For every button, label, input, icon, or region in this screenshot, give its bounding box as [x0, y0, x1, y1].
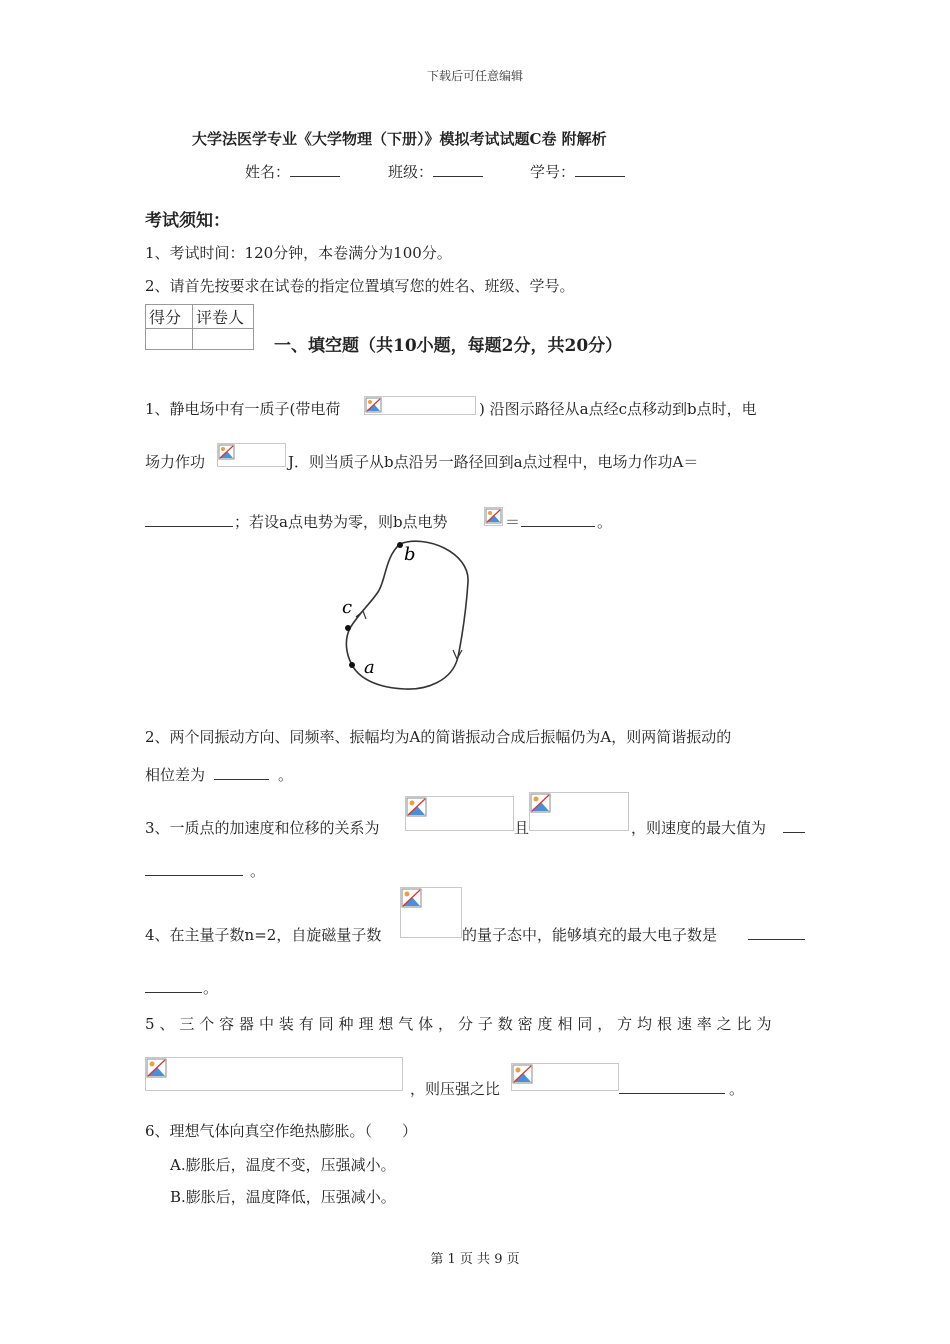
- id-field[interactable]: [530, 161, 625, 182]
- q2-text-b: 相位差为: [145, 766, 206, 784]
- notice-item: 2、请首先按要求在试卷的指定位置填写您的姓名、班级、学号。: [145, 277, 575, 295]
- label-a: a: [364, 657, 375, 678]
- q1-text-g: 。: [597, 513, 613, 531]
- point-a: [349, 662, 355, 668]
- name-field[interactable]: [245, 161, 340, 182]
- label-b: b: [404, 544, 416, 565]
- formula-image: [484, 507, 503, 526]
- grader-cell[interactable]: [193, 329, 254, 350]
- q3-text-a: 3、一质点的加速度和位移的关系为: [145, 819, 380, 837]
- notice-heading: 考试须知：: [145, 211, 230, 231]
- point-b: [397, 542, 403, 548]
- q1-text-c: 场力作功: [145, 453, 206, 471]
- class-blank[interactable]: [433, 162, 483, 177]
- q4-text-a: 4、在主量子数n=2，自旋磁量子数: [145, 926, 382, 944]
- q5-text-b: ，则压强之比: [410, 1080, 501, 1098]
- broken-image-icon: [146, 1058, 168, 1079]
- id-label: 学号：: [530, 163, 576, 181]
- score-header: 得分: [146, 305, 193, 329]
- point-c: [345, 625, 351, 631]
- section-title: 一、填空题（共10小题，每题2分，共20分）: [274, 336, 623, 356]
- path-diagram: [330, 532, 480, 697]
- formula-image: [364, 396, 476, 415]
- answer-blank[interactable]: [145, 861, 243, 876]
- page-footer: 第 1 页 共 9 页: [430, 1252, 520, 1267]
- answer-blank[interactable]: [145, 978, 202, 993]
- formula-image: [511, 1063, 619, 1091]
- q4-text-c: 。: [203, 979, 219, 997]
- answer-blank[interactable]: [214, 765, 269, 780]
- broken-image-icon: [485, 508, 503, 525]
- q1-text-e: ；若设a点电势为零，则b点电势: [234, 513, 448, 531]
- class-label: 班级：: [388, 163, 434, 181]
- grader-header: 评卷人: [193, 305, 254, 329]
- q4-text-b: 的量子态中，能够填充的最大电子数是: [462, 926, 718, 944]
- class-field[interactable]: [388, 161, 483, 182]
- q2-text-c: 。: [278, 766, 294, 784]
- answer-blank[interactable]: [145, 512, 233, 527]
- broken-image-icon: [365, 397, 383, 414]
- label-c: c: [342, 597, 353, 618]
- q2-text-a: 2、两个同振动方向、同频率、振幅均为A的简谐振动合成后振幅仍为A，则两简谐振动的: [145, 728, 732, 746]
- score-cell[interactable]: [146, 329, 193, 350]
- name-blank[interactable]: [290, 162, 340, 177]
- answer-blank[interactable]: [619, 1079, 725, 1094]
- arrow-right: [453, 650, 462, 659]
- broken-image-icon: [401, 888, 423, 909]
- broken-image-icon: [512, 1064, 534, 1085]
- q1-text-b: ) 沿图示路径从a点经c点移动到b点时，电: [479, 400, 757, 418]
- q1-text-a: 1、静电场中有一质子(带电荷: [145, 400, 341, 418]
- answer-blank[interactable]: [748, 925, 805, 940]
- score-table: [145, 304, 254, 350]
- formula-image: [217, 443, 286, 467]
- header-note: 下载后可任意编辑: [426, 69, 523, 83]
- broken-image-icon: [530, 793, 552, 814]
- formula-image: [529, 792, 629, 831]
- exam-title: 大学法医学专业《大学物理（下册）》模拟考试试题C卷 附解析: [192, 130, 607, 148]
- q6-option-a[interactable]: A.膨胀后，温度不变，压强减小。: [170, 1156, 396, 1174]
- q1-text-d: J．则当质子从b点沿另一路径回到a点过程中，电场力作功A＝: [288, 453, 699, 471]
- answer-blank[interactable]: [783, 818, 805, 833]
- answer-blank[interactable]: [521, 512, 595, 527]
- formula-image: [145, 1057, 403, 1091]
- broken-image-icon: [406, 797, 428, 818]
- id-blank[interactable]: [575, 162, 625, 177]
- q6-stem: 6、理想气体向真空作绝热膨胀。（ ）: [145, 1122, 418, 1140]
- q3-text-b: 且: [514, 819, 530, 837]
- q3-text-c: ，则速度的最大值为: [631, 819, 767, 837]
- broken-image-icon: [218, 444, 236, 461]
- name-label: 姓名：: [245, 163, 291, 181]
- notice-item: 1、考试时间：120分钟，本卷满分为100分。: [145, 244, 452, 262]
- q5-text-a: 5、三个容器中装有同种理想气体，分子数密度相同，方均根速率之比为: [145, 1015, 777, 1033]
- q3-text-d: 。: [250, 862, 266, 880]
- q1-text-f: ＝: [505, 513, 521, 531]
- formula-image: [405, 796, 514, 831]
- q5-text-c: 。: [729, 1080, 745, 1098]
- q6-option-b[interactable]: B.膨胀后，温度降低，压强减小。: [170, 1188, 396, 1206]
- formula-image: [400, 887, 462, 938]
